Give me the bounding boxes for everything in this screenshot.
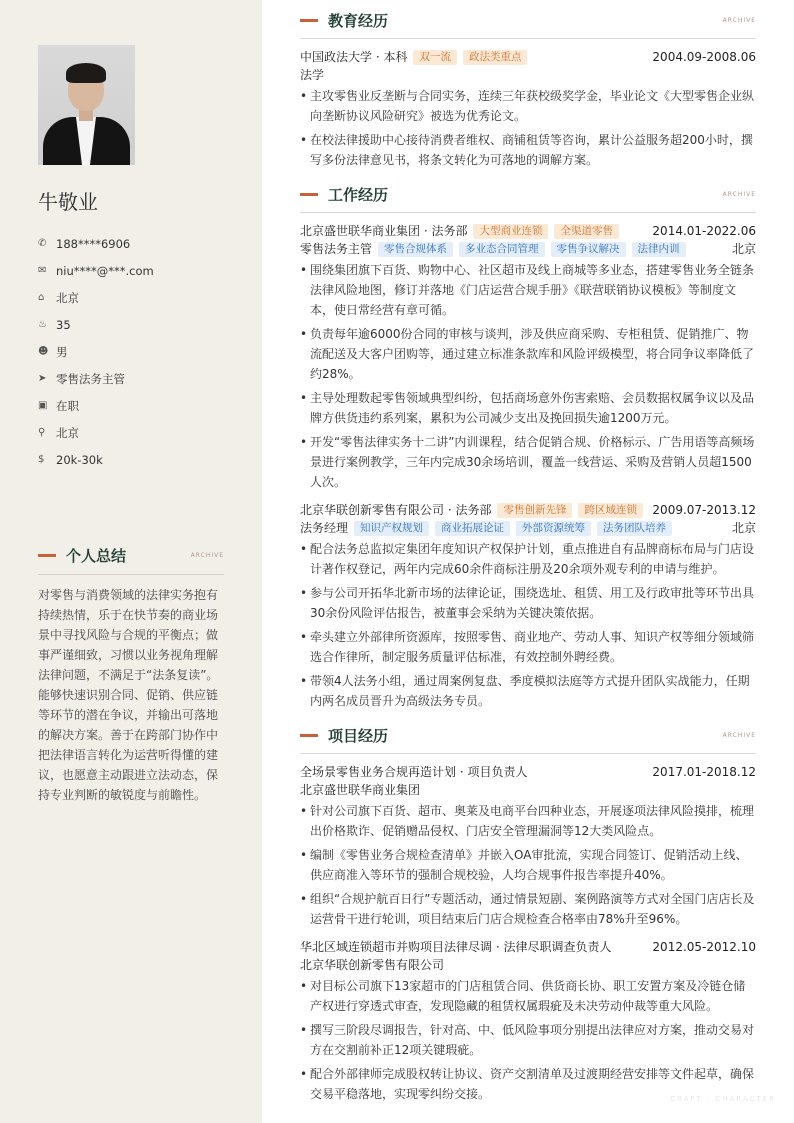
project-org: 北京华联创新零售有限公司 xyxy=(300,958,445,972)
work-entry-header xyxy=(300,501,756,519)
cake-icon: ♨ xyxy=(38,319,47,330)
date-range: 2017.01-2018.12 xyxy=(652,765,756,779)
date-range: 2004.09-2008.06 xyxy=(652,50,756,64)
info-text: 35 xyxy=(56,317,71,332)
section-divider xyxy=(300,38,756,39)
bullet-item: • 牵头建立外部律所资源库，按照零售、商业地产、劳动人事、知识产权等细分领域筛选合作律所，制定服务质量评估标准，有效控制外聘经费。 xyxy=(300,627,756,667)
job-title: 法务经理 xyxy=(300,521,349,535)
projects-title: 项目经历 xyxy=(328,727,389,745)
info-text: 零售法务主管 xyxy=(56,371,125,386)
date-range: 2012.05-2012.10 xyxy=(652,940,756,954)
info-item xyxy=(38,392,154,419)
bullet-item: • 参与公司开拓华北新市场的法律论证，围绕选址、租赁、用工及行政审批等环节出具30余份风险评估报告，被董事会采纳为关键决策依据。 xyxy=(300,583,756,623)
section-accent-bar xyxy=(300,193,318,196)
work-title: 工作经历 xyxy=(328,186,389,204)
info-item xyxy=(38,446,154,473)
bullet-list xyxy=(300,801,756,929)
bullet-item: • 撰写三阶段尽调报告，针对高、中、低风险事项分别提出法律应对方案，推动交易对方在交割前补正12项关键瑕疵。 xyxy=(300,1020,756,1060)
section-divider xyxy=(38,574,224,575)
work-section xyxy=(300,184,756,711)
watermark: CRAFT · CHARACTER xyxy=(670,1095,776,1103)
section-accent-bar xyxy=(300,19,318,22)
bullet-item: • 围绕集团旗下百货、购物中心、社区超市及线上商城等多业态，搭建零售业务全链条法律风险地图，修订并落地《门店运营合规手册》《联营联销协议模板》等制度文本，使日常经营有章可循。 xyxy=(300,260,756,320)
info-item xyxy=(38,365,154,392)
bullet-list xyxy=(300,86,756,170)
gender-icon: ☻ xyxy=(38,346,49,357)
job-title: 零售法务主管 xyxy=(300,242,373,256)
archive-label: ARCHIVE xyxy=(722,17,756,24)
summary-text: 对零售与消费领域的法律实务抱有持续热情，乐于在快节奏的商业场景中寻找风险与合规的平衡点；做事严谨细致，习惯以业务视角理解法律问题，不满足于“法条复读”。能够快速识别合同、促销、供应链等环节的潜在争议，并输出可落地的解决方案。善于在跨部门协作中把法律语言转化为运营听得懂的建议，也愿意主动跟进立法动态，保持专业判断的敏锐度与前瞻性。 xyxy=(38,588,219,802)
project-entry-header xyxy=(300,763,756,781)
info-item xyxy=(38,419,154,446)
bullet-list xyxy=(300,976,756,1104)
bullet-item: • 配合法务总监拟定集团年度知识产权保护计划，重点推进自有品牌商标布局与门店设计著作权登记，两年内完成60余件商标注册及20余项外观专利的申请与维护。 xyxy=(300,539,756,579)
main-content xyxy=(300,10,756,1118)
section-divider xyxy=(300,753,756,754)
info-text: niu****@***.com xyxy=(56,263,154,278)
education-section xyxy=(300,10,756,170)
archive-label: ARCHIVE xyxy=(190,552,224,559)
summary-section xyxy=(38,545,224,805)
email-icon: ✉ xyxy=(38,265,47,276)
bullet-item: • 在校法律援助中心接待消费者维权、商铺租赁等咨询，累计公益服务超200小时，撰写多份法律意见书，将条文转化为可落地的调解方案。 xyxy=(300,130,756,170)
school-tag: 双一流 xyxy=(413,50,457,65)
skill-tag: 知识产权规划 xyxy=(354,521,429,536)
skill-tag: 零售争议解决 xyxy=(551,242,626,257)
bullet-item: • 编制《零售业务合规检查清单》并嵌入OA审批流，实现合同签订、促销活动上线、供应商准入等环节的强制合规校验，人均合规事件报告率提升40%。 xyxy=(300,845,756,885)
work-location: 北京 xyxy=(731,521,756,535)
work-location: 北京 xyxy=(731,242,756,256)
archive-label: ARCHIVE xyxy=(722,732,756,739)
info-text: 188****6906 xyxy=(56,236,131,251)
send-icon: ➤ xyxy=(38,373,47,384)
major xyxy=(300,66,756,84)
skill-tag: 法律内训 xyxy=(632,242,686,257)
skill-tag: 多业态合同管理 xyxy=(459,242,545,257)
info-text: 北京 xyxy=(56,425,79,440)
info-item xyxy=(38,284,154,311)
project-org: 北京盛世联华商业集团 xyxy=(300,783,421,797)
skill-tag: 零售合规体系 xyxy=(378,242,453,257)
summary-title: 个人总结 xyxy=(66,547,127,565)
role-row xyxy=(300,240,756,258)
info-text: 北京 xyxy=(56,290,79,305)
school-tag: 政法类重点 xyxy=(463,50,528,65)
bullet-item: • 配合外部律师完成股权转让协议、资产交割清单及过渡期经营安排等文件起草，确保交易平稳落地，实现零纠纷交接。 xyxy=(300,1064,756,1104)
briefcase-icon: ▣ xyxy=(38,400,48,411)
contact-info-list xyxy=(38,230,154,473)
education-entry-header xyxy=(300,48,756,66)
company-tag: 大型商业连锁 xyxy=(473,224,548,239)
section-accent-bar xyxy=(300,734,318,737)
bullet-list xyxy=(300,539,756,711)
education-title: 教育经历 xyxy=(328,12,389,30)
info-item xyxy=(38,338,154,365)
school-name: 中国政法大学 · 本科 xyxy=(300,50,408,64)
bullet-item: • 带领4人法务小组，通过周案例复盘、季度模拟法庭等方式提升团队实战能力，任期内两名成员晋升为高级法务专员。 xyxy=(300,671,756,711)
location-pin-icon: ⚲ xyxy=(38,427,46,438)
bullet-item: • 开发“零售法律实务十二讲”内训课程，结合促销合规、价格标示、广告用语等高频场景进行案例教学，三年内完成30余场培训，覆盖一线营运、采购及营销人员超1500人次。 xyxy=(300,432,756,492)
archive-label: ARCHIVE xyxy=(722,191,756,198)
date-range: 2014.01-2022.06 xyxy=(652,224,756,238)
bullet-item: • 对目标公司旗下13家超市的门店租赁合同、供货商长协、职工安置方案及冷链仓储产权进行穿透式审查，发现隐藏的租赁权属瑕疵及未决劳动仲裁等重大风险。 xyxy=(300,976,756,1016)
home-icon: ⌂ xyxy=(38,292,45,303)
sidebar xyxy=(0,0,262,1123)
bullet-item: • 主攻零售业反垄断与合同实务，连续三年获校级奖学金，毕业论文《大型零售企业纵向垄断协议风险研究》被选为优秀论文。 xyxy=(300,86,756,126)
skill-tag: 外部资源统筹 xyxy=(516,521,591,536)
major-name: 法学 xyxy=(300,68,325,82)
salary-icon: $ xyxy=(38,454,45,465)
project-name: 华北区域连锁超市并购项目法律尽调 · 法律尽职调查负责人 xyxy=(300,940,612,954)
candidate-name: 牛敬业 xyxy=(38,190,98,214)
bullet-item: • 组织“合规护航百日行”专题活动，通过情景短剧、案例路演等方式对全国门店店长及运营骨干进行轮训，项目结束后门店合规检查合格率由78%升至96%。 xyxy=(300,889,756,929)
phone-icon: ✆ xyxy=(38,238,47,249)
avatar-photo xyxy=(38,45,135,165)
section-accent-bar xyxy=(38,554,56,557)
section-divider xyxy=(300,212,756,213)
info-item xyxy=(38,311,154,338)
company-name: 北京华联创新零售有限公司 · 法务部 xyxy=(300,503,492,517)
project-org-row xyxy=(300,781,756,799)
work-entry-header xyxy=(300,222,756,240)
bullet-item: • 负责每年逾6000份合同的审核与谈判，涉及供应商采购、专柜租赁、促销推广、物流配送及大客户团购等，通过建立标准条款库和风险评级模型，将合同争议率降低了约28%。 xyxy=(300,324,756,384)
info-text: 20k-30k xyxy=(56,452,103,467)
company-tag: 全渠道零售 xyxy=(554,224,619,239)
bullet-item: • 主导处理数起零售领域典型纠纷，包括商场意外伤害索赔、会员数据权属争议以及品牌方供货违约系列案，累积为公司减少支出及挽回损失逾1200万元。 xyxy=(300,388,756,428)
project-entry-header xyxy=(300,938,756,956)
info-text: 在职 xyxy=(56,398,79,413)
info-item xyxy=(38,257,154,284)
info-text: 男 xyxy=(56,344,68,359)
company-name: 北京盛世联华商业集团 · 法务部 xyxy=(300,224,468,238)
bullet-list xyxy=(300,260,756,492)
date-range: 2009.07-2013.12 xyxy=(652,503,756,517)
info-item xyxy=(38,230,154,257)
project-org-row xyxy=(300,956,756,974)
role-row xyxy=(300,519,756,537)
skill-tag: 法务团队培养 xyxy=(597,521,672,536)
skill-tag: 商业拓展论证 xyxy=(435,521,510,536)
company-tag: 跨区域连锁 xyxy=(578,503,643,518)
project-name: 全场景零售业务合规再造计划 · 项目负责人 xyxy=(300,765,528,779)
bullet-item: • 针对公司旗下百货、超市、奥莱及电商平台四种业态，开展逐项法律风险摸排，梳理出价格欺诈、促销赠品侵权、门店安全管理漏洞等12大类风险点。 xyxy=(300,801,756,841)
company-tag: 零售创新先锋 xyxy=(497,503,572,518)
projects-section xyxy=(300,725,756,1104)
